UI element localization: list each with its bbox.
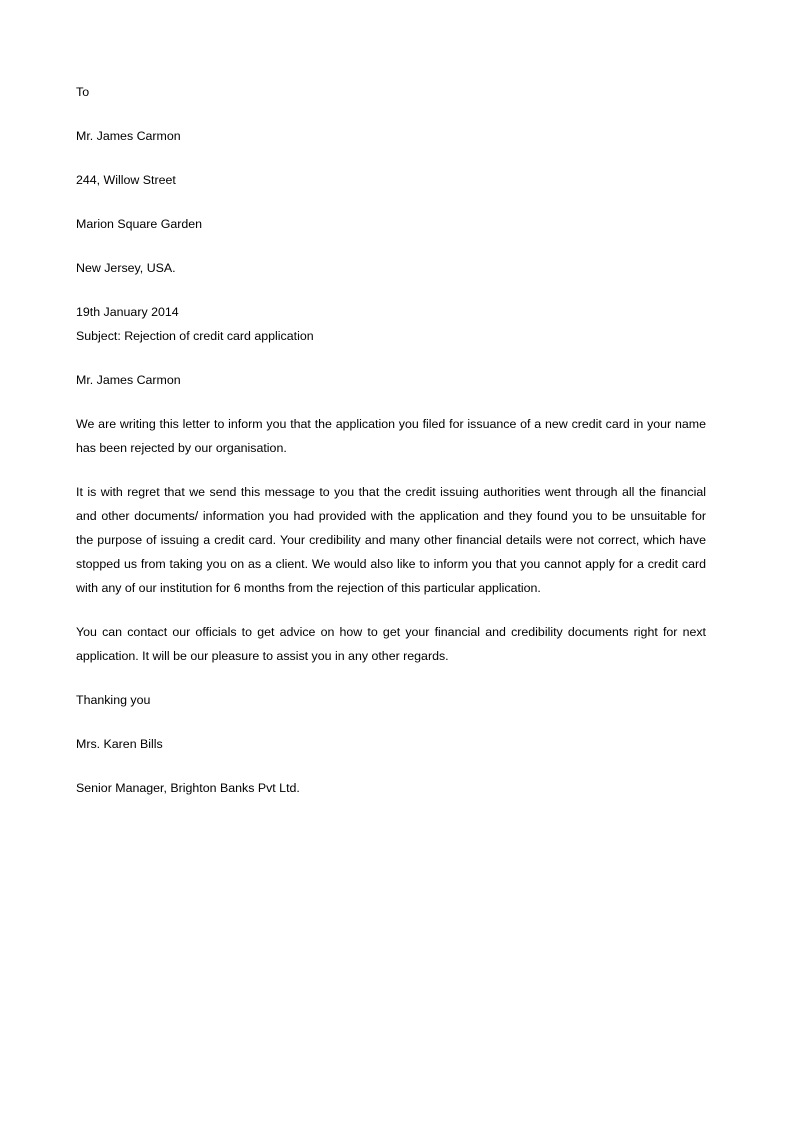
recipient-name: Mr. James Carmon bbox=[76, 129, 181, 143]
body-paragraph-2: It is with regret that we send this message to you that the credit issuing authorities went through all the financial and other documents/ information you had provided with the application and they found you to be unsuitable for the purpose of issuing a credit card. Your credibility and many other financial details were not correct, which have stopped us from taking you on as a client. We would also like to inform you that you cannot apply for a credit card with any of our institution for 6 months from the rejection of this particular application. bbox=[76, 485, 706, 595]
greeting: Mr. James Carmon bbox=[76, 373, 181, 387]
signatory-title: Senior Manager, Brighton Banks Pvt Ltd. bbox=[76, 781, 300, 795]
recipient-area: Marion Square Garden bbox=[76, 217, 203, 231]
letter-date: 19th January 2014 bbox=[76, 305, 179, 319]
recipient-region: New Jersey, USA. bbox=[76, 261, 176, 275]
body-paragraph-1: We are writing this letter to inform you that the application you filed for issuance of a new credit card in your name has been rejected by our organisation. bbox=[76, 417, 706, 455]
recipient-street: 244, Willow Street bbox=[76, 173, 176, 187]
closing: Thanking you bbox=[76, 693, 151, 707]
body-paragraph-3: You can contact our officials to get advice on how to get your financial and credibility documents right for next application. It will be our pleasure to assist you in any other regards. bbox=[76, 625, 706, 663]
letter-subject: Subject: Rejection of credit card application bbox=[76, 329, 314, 343]
signatory-name: Mrs. Karen Bills bbox=[76, 737, 163, 751]
to-label: To bbox=[76, 85, 90, 99]
letter-body bbox=[76, 80, 706, 820]
